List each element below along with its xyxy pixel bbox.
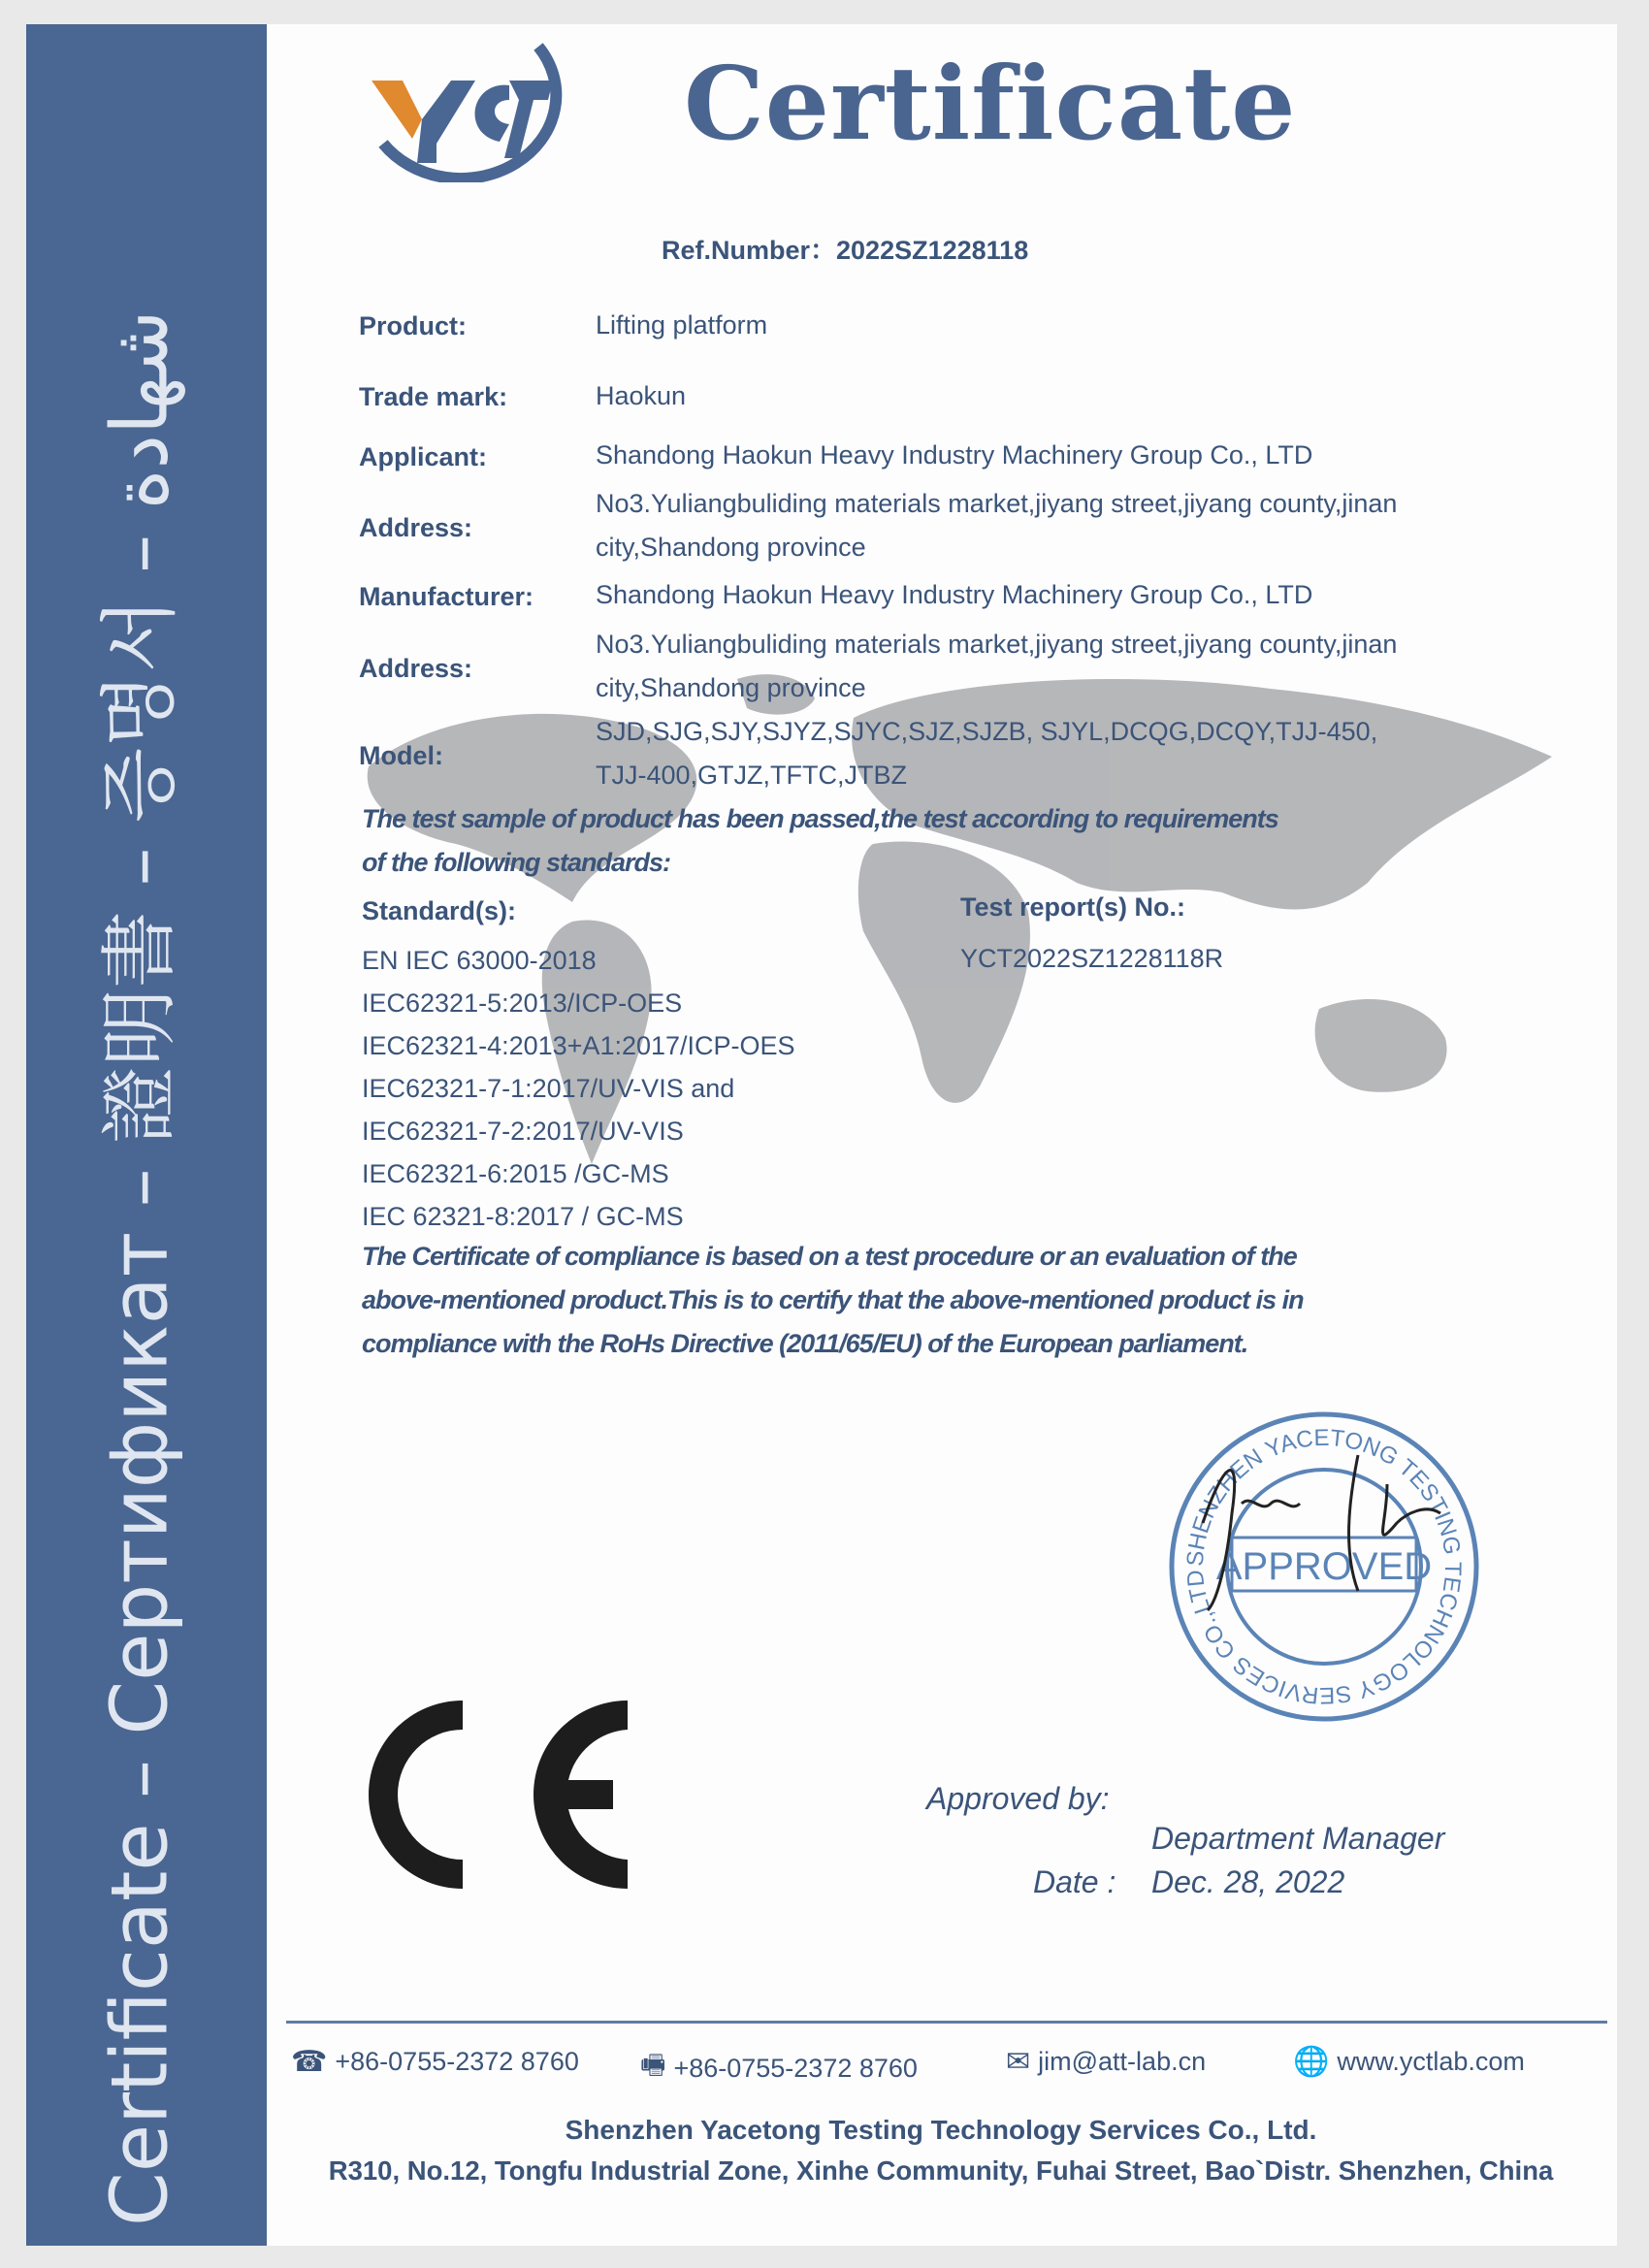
standard-item: IEC62321-7-2:2017/UV-VIS: [362, 1117, 684, 1146]
sidebar-multilingual-text: Certificate – Сертификат – 證明書 – 증명서 – شهادة: [94, 309, 185, 2226]
standard-item: IEC62321-4:2013+A1:2017/ICP-OES: [362, 1031, 795, 1060]
standards-label: Standard(s):: [362, 896, 517, 925]
yct-logo: [364, 27, 567, 182]
standard-item: IEC62321-7-1:2017/UV-VIS and: [362, 1074, 735, 1103]
approver-title: Department Manager: [1151, 1821, 1445, 1856]
test-statement: The test sample of product has been passed,the test according to requirements of the following standards:: [362, 804, 1278, 877]
certificate-title: Certificate: [684, 44, 1297, 163]
trademark-label: Trade mark:: [359, 382, 508, 411]
globe-icon: 🌐: [1293, 2046, 1330, 2078]
model-value: SJD,SJG,SJY,SJYZ,SJYC,SJZ,SJZB, SJYL,DCQG,DCQY,TJJ-450, TJJ-400,GTJZ,TFTC,JTBZ: [596, 717, 1378, 790]
date-value: Dec. 28, 2022: [1151, 1864, 1345, 1899]
test-report-number: YCT2022SZ1228118R: [960, 944, 1224, 973]
footer-company: Shenzhen Yacetong Testing Technology Services Co., Ltd.: [565, 2115, 1317, 2145]
contact-website[interactable]: 🌐 www.yctlab.com: [1293, 2046, 1525, 2078]
address2-label: Address:: [359, 654, 473, 683]
compliance-statement: The Certificate of compliance is based on a test procedure or an evaluation of the above-mentioned product.This is to certify that the above-mentioned product is in compliance with the RoHs Directive (2011/65/EU) of the European parliament.: [362, 1242, 1304, 1358]
standard-item: IEC 62321-8:2017 / GC-MS: [362, 1202, 684, 1231]
trademark-value: Haokun: [596, 381, 687, 410]
approval-stamp: [1164, 1407, 1484, 1727]
applicant-value: Shandong Haokun Heavy Industry Machinery Group Co., LTD: [596, 440, 1313, 470]
address-value: No3.Yuliangbuliding materials market,jiyang street,jiyang county,jinan city,Shandong province: [596, 489, 1398, 562]
phone-icon: ☎: [291, 2046, 328, 2078]
address2-value: No3.Yuliangbuliding materials market,jiyang street,jiyang county,jinan city,Shandong province: [596, 630, 1398, 702]
applicant-label: Applicant:: [359, 442, 487, 471]
contact-email[interactable]: ✉ jim@att-lab.cn: [1006, 2046, 1207, 2078]
model-label: Model:: [359, 741, 443, 770]
ce-mark: [361, 1693, 632, 1896]
product-value: Lifting platform: [596, 310, 768, 340]
contact-phone: ☎ +86-0755-2372 8760: [291, 2046, 579, 2078]
reference-number: Ref.Number：2022SZ1228118: [662, 236, 1029, 265]
standards-list: [362, 939, 795, 1238]
address-label: Address:: [359, 513, 473, 542]
footer-divider: [286, 2021, 1607, 2024]
approved-by-label: Approved by:: [926, 1781, 1110, 1816]
standard-item: EN IEC 63000-2018: [362, 946, 597, 975]
footer-address: R310, No.12, Tongfu Industrial Zone, Xinhe Community, Fuhai Street, Bao`Distr. Shenzhen, China: [328, 2155, 1554, 2186]
standard-item: IEC62321-5:2013/ICP-OES: [362, 988, 683, 1018]
stamp-ring-text: SHENZHEN YACETONG TESTING TECHNOLOGY SERVICES CO.,LTD: [1181, 1424, 1467, 1709]
manufacturer-label: Manufacturer:: [359, 582, 534, 611]
manufacturer-value: Shandong Haokun Heavy Industry Machinery Group Co., LTD: [596, 580, 1313, 609]
product-label: Product:: [359, 311, 467, 340]
stamp-approved-text: APPROVED: [1215, 1545, 1433, 1588]
sidebar-band: [26, 24, 267, 2246]
test-report-label: Test report(s) No.:: [960, 892, 1186, 922]
standard-item: IEC62321-6:2015 /GC-MS: [362, 1159, 669, 1188]
mail-icon: ✉: [1006, 2046, 1031, 2078]
fax-icon: 🖷: [640, 2050, 666, 2080]
contact-fax: 🖷 +86-0755-2372 8760: [640, 2045, 918, 2091]
date-label: Date :: [1033, 1864, 1116, 1899]
